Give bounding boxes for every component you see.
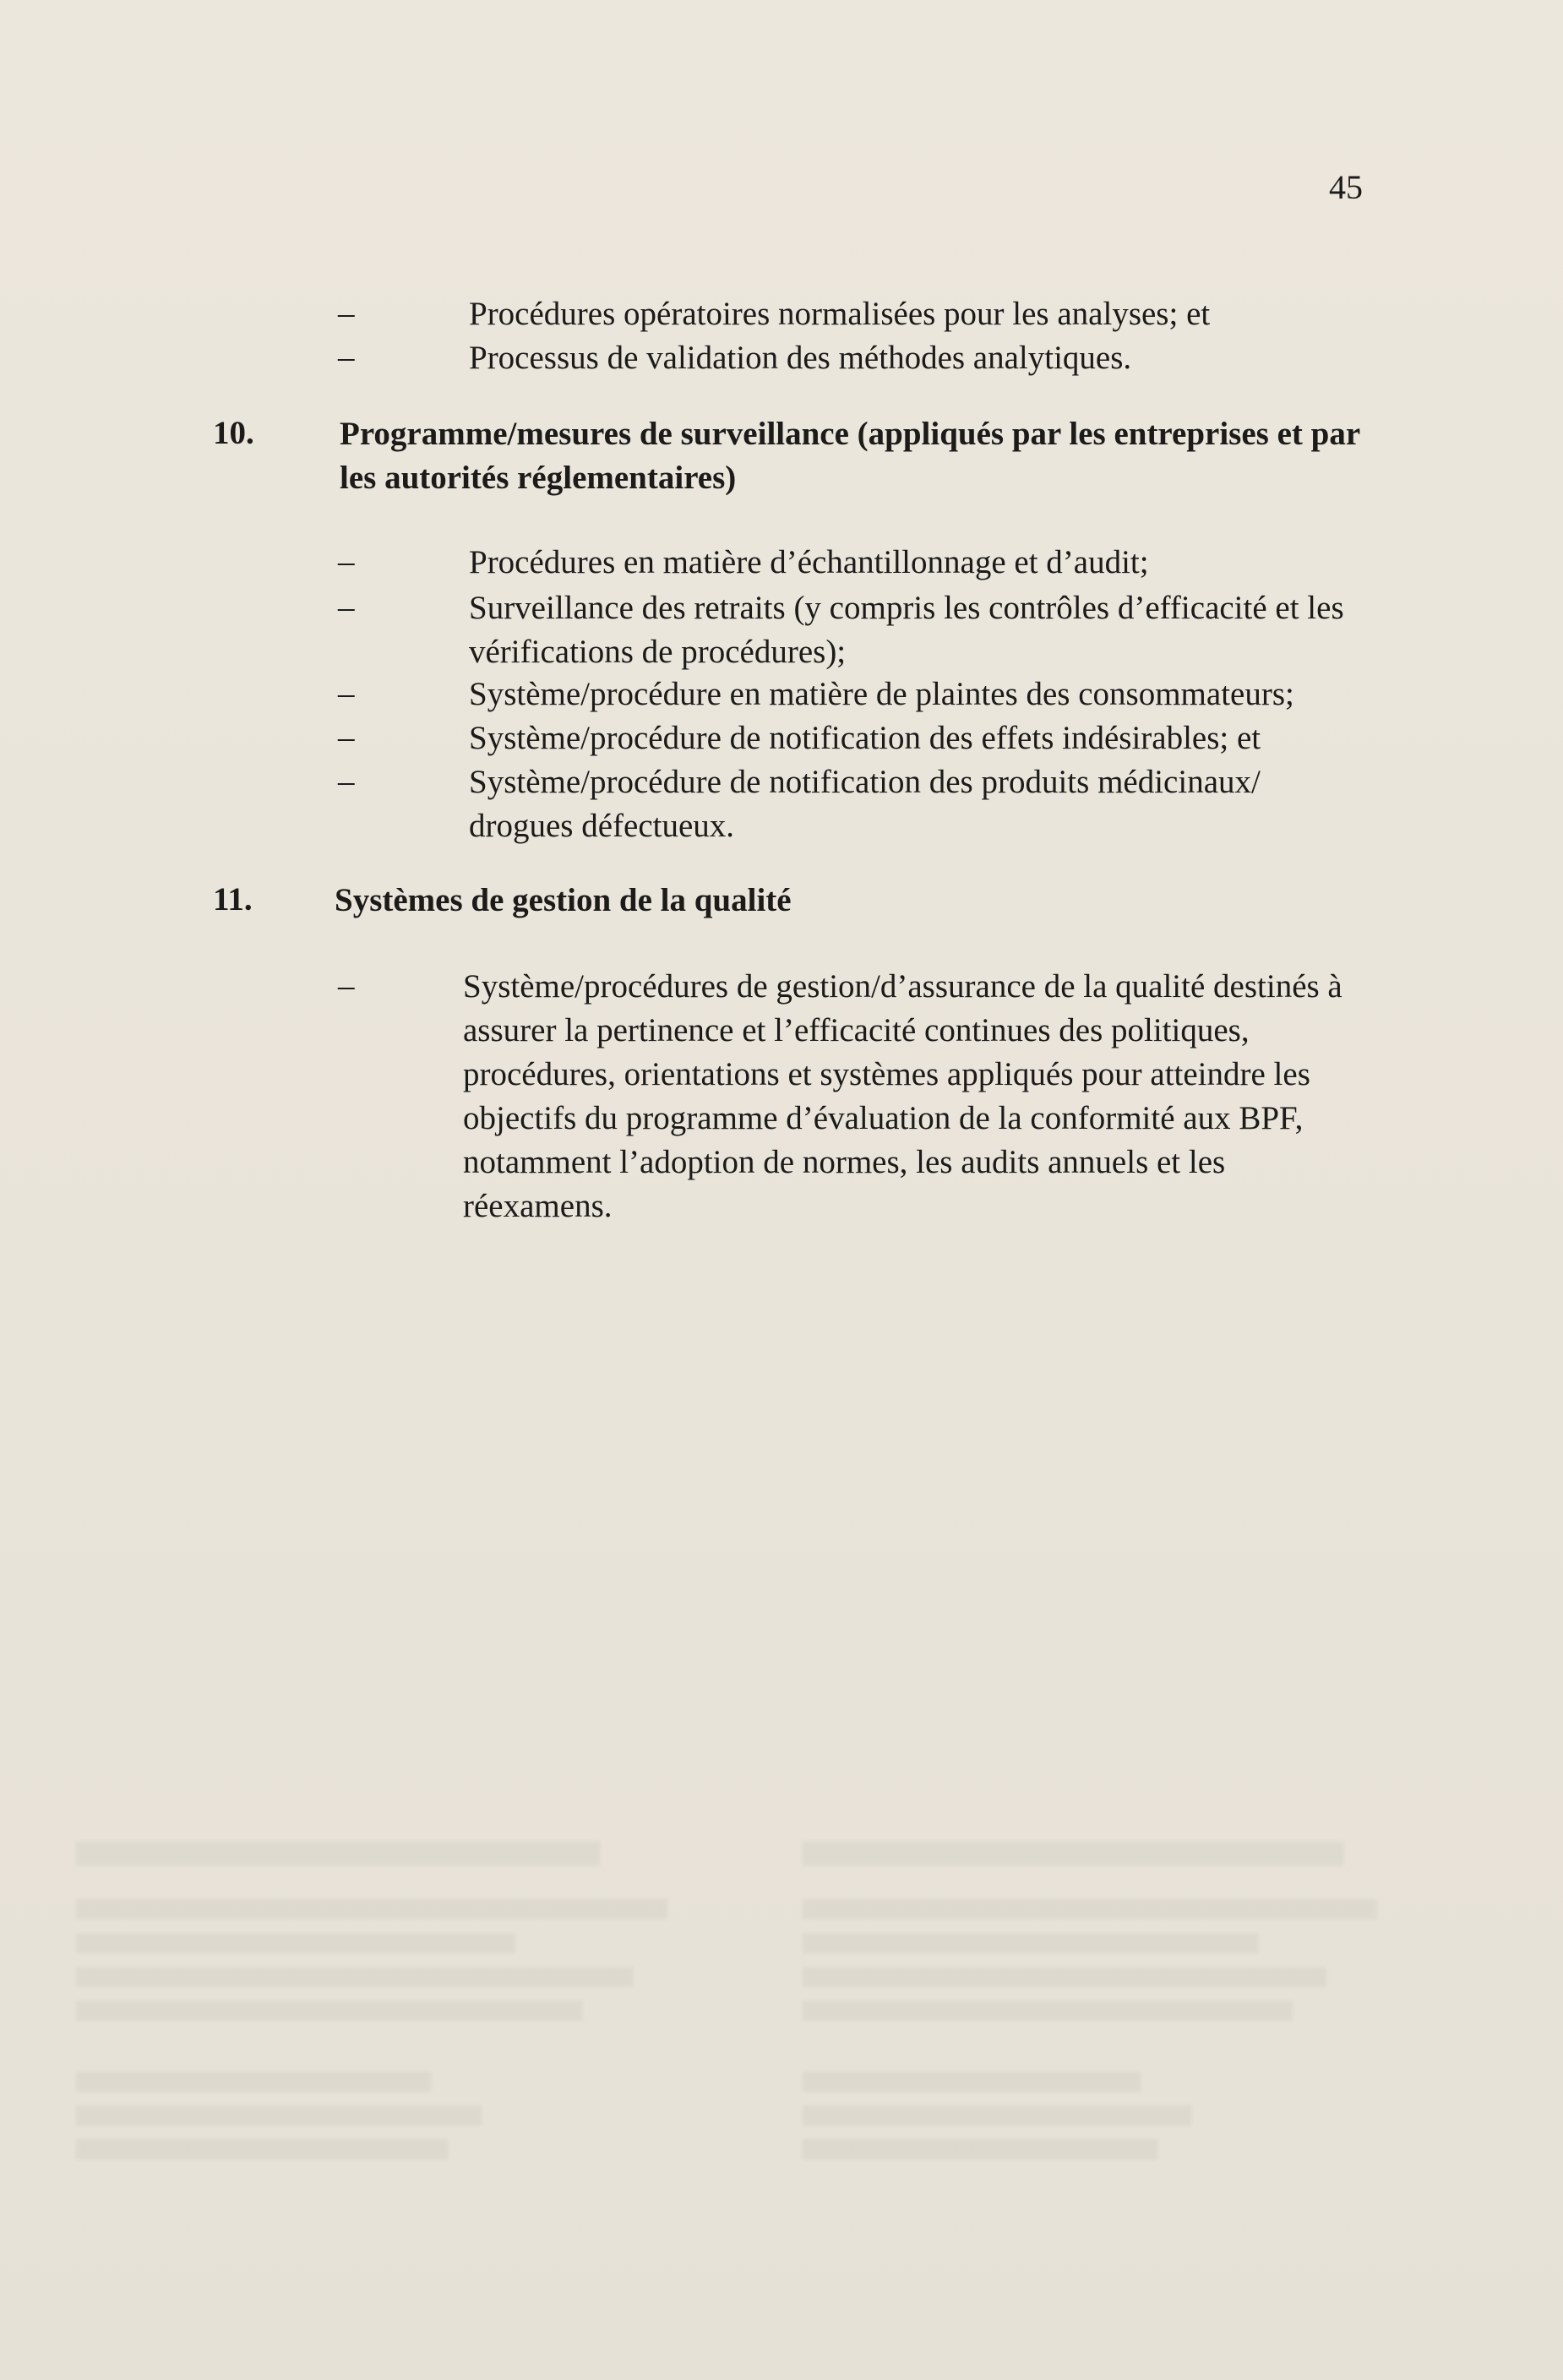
list-item: Système/procédures de gestion/d’assurance de la qualité destinés à assurer la pertinence et l’efficacité continues des politiques, procédures, orientations et systèmes appliqués pour atteindre les objectifs du programme d’évaluation de la conformité aux BPF, notamment l’adoption de normes, les audits annuels et les réexamens. <box>463 968 1342 1224</box>
list-item: Système/procédure de notification des effets indésirables; et <box>469 720 1261 756</box>
bullet-dash: – <box>338 967 355 1004</box>
bullet-dash: – <box>338 763 355 799</box>
list-item: Processus de validation des méthodes analytiques. <box>469 340 1132 376</box>
bullet-dash: – <box>338 675 355 711</box>
list-item: Système/procédure de notification des produits médicinaux/ drogues défectueux. <box>469 764 1261 844</box>
show-through-texture <box>76 1825 1495 2298</box>
list-item: Système/procédure en matière de plaintes des consommateurs; <box>469 676 1294 712</box>
bullet-dash: – <box>338 589 355 625</box>
page-number: 45 <box>1329 168 1363 206</box>
section-number: 10. <box>213 415 254 451</box>
list-item: Surveillance des retraits (y compris les contrôles d’efficacité et les vérifications de procédures); <box>469 590 1344 670</box>
list-item: Procédures opératoires normalisées pour les analyses; et <box>469 296 1211 332</box>
list-item: Procédures en matière d’échantillonnage et d’audit; <box>469 544 1149 580</box>
bullet-dash: – <box>338 719 355 755</box>
section-number: 11. <box>213 881 253 918</box>
section-title: Programme/mesures de surveillance (appliqués par les entreprises et par les autorités réglementaires) <box>340 416 1360 496</box>
bullet-dash: – <box>338 339 355 375</box>
bullet-dash: – <box>338 543 355 580</box>
section-title: Systèmes de gestion de la qualité <box>335 882 792 918</box>
bullet-dash: – <box>338 295 355 331</box>
